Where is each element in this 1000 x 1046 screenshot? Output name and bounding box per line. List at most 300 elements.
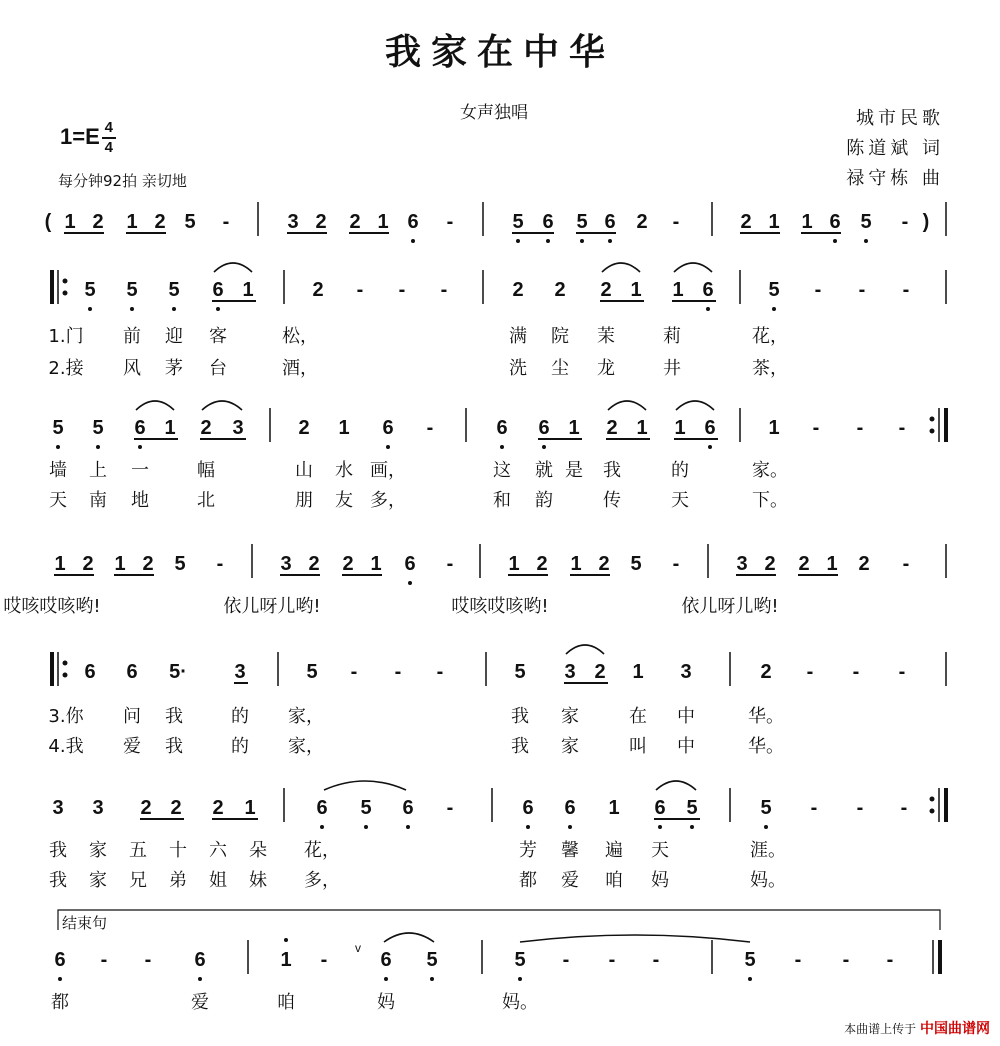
note: 2 [212,797,224,819]
note-dash: - [856,797,864,819]
lyric: 2.接 [48,358,84,379]
lyric: 妈 [651,870,669,891]
note-dash: - [794,949,802,971]
note: 6 [380,949,392,971]
note: 1 [64,211,76,233]
lyric: 是 [565,460,583,481]
lyric: 的 [231,706,249,727]
breath-mark: v [355,941,361,955]
note-dash: - [222,211,230,233]
lyric: 多， [304,870,340,891]
octave-dot-low [386,445,390,449]
lyric: 韵 [535,490,553,511]
note: 5 [174,553,186,575]
octave-dot-low [216,307,220,311]
lyric: 井 [663,358,681,379]
note: 6 [542,211,554,233]
lyric: 中 [677,736,695,757]
lyric: 和 [493,490,511,511]
lyric: 爱 [191,992,209,1013]
ending-label: 结束句 [62,914,108,932]
note: 5 [768,279,780,301]
note-dash: - [440,279,448,301]
note: 6 [134,417,146,439]
note-dash: - [652,949,660,971]
note: 5 [306,661,318,683]
note: 2 [536,553,548,575]
credit-lyricist: 陈道斌 词 [846,138,944,159]
note: 3 [736,553,748,575]
lyric: 就 [535,460,553,481]
note: 2 [764,553,776,575]
note: 5 [84,279,96,301]
slur [520,935,750,942]
note: 6 [194,949,206,971]
octave-dot-low [430,977,434,981]
lyric: 问 [123,706,141,727]
footer [844,1018,990,1038]
note: 1 [630,279,642,301]
note: 2 [598,553,610,575]
lyric: 花， [304,840,340,861]
note: 1 [608,797,620,819]
lyric: 家 [561,706,579,727]
note-dash: - [608,949,616,971]
lyric: 这 [493,460,511,481]
note: 6 [402,797,414,819]
note: 1 [768,211,780,233]
note: 6 [407,211,419,233]
repeat-dot [63,279,68,284]
note: 1 [768,417,780,439]
lyric: 尘 [551,358,569,379]
slur [566,645,604,654]
lyric: 风 [123,358,141,379]
note: 2 [798,553,810,575]
note-dash: - [814,279,822,301]
note: 2 [636,211,648,233]
note-dash: - [810,797,818,819]
lyric: 水 [335,460,353,481]
lyric: 花， [752,326,788,347]
octave-dot-low [58,977,62,981]
note: 2 [606,417,618,439]
octave-dot-low [88,307,92,311]
note: 1 [244,797,256,819]
note: ) [922,211,930,233]
lyric: 茅 [165,358,183,379]
lyric: 莉 [663,326,681,347]
octave-dot-low [608,239,612,243]
note: 2 [170,797,182,819]
slur [676,401,714,410]
octave-dot-low [518,977,522,981]
note: ( [44,211,52,233]
octave-dot-low [411,239,415,243]
note-dash: - [858,279,866,301]
lyric: 茶， [752,358,788,379]
note: 5 [760,797,772,819]
note: 1 [568,417,580,439]
lyric: 龙 [597,358,615,379]
note: 3 [680,661,692,683]
octave-dot-low [764,825,768,829]
note: 2 [308,553,320,575]
octave-dot-low [96,445,100,449]
lyric: 妈。 [502,992,538,1013]
note: 2 [315,211,327,233]
note: 6 [496,417,508,439]
lyric: 六 [209,840,227,861]
note: 5 [686,797,698,819]
note-dash: - [436,661,444,683]
note: 2 [760,661,772,683]
note: 6 [538,417,550,439]
slur [608,401,646,410]
note-dash: - [886,949,894,971]
lyric: 十 [169,840,187,861]
note: 1 [54,553,66,575]
note: 6 [212,279,224,301]
note: 6 [126,661,138,683]
octave-dot-low [408,581,412,585]
lyric: 墙 [49,460,67,481]
note: 1 [370,553,382,575]
note: 2 [142,553,154,575]
note: 1 [114,553,126,575]
lyric: 画， [370,460,406,481]
note-dash: - [902,279,910,301]
note: 3 [232,417,244,439]
repeat-dot [930,809,935,814]
lyric: 我 [511,736,529,757]
note: 5 [126,279,138,301]
lyric: 爱 [561,870,579,891]
note: 6 [564,797,576,819]
lyric: 涯。 [750,840,786,861]
subtitle: 女声独唱 [460,103,528,123]
note: 5 [512,211,524,233]
repeat-dot [930,417,935,422]
note: 6 [702,279,714,301]
lyric: 地 [131,490,149,511]
slur [602,263,640,272]
note-dash: - [356,279,364,301]
slur [324,781,406,790]
note: 5· [169,661,187,683]
note: 5 [184,211,196,233]
note-dash: - [672,553,680,575]
tempo-marking: 每分钟92拍 亲切地 [58,172,187,190]
note: 5 [92,417,104,439]
note-dash: - [852,661,860,683]
note: 3 [564,661,576,683]
ending-bracket [58,910,940,930]
repeat-dot [63,673,68,678]
slur [674,263,712,272]
note-dash: - [902,553,910,575]
note-dash: - [446,553,454,575]
note: 2 [858,553,870,575]
octave-dot-low [772,307,776,311]
note: 2 [512,279,524,301]
lyric: 天 [49,490,67,511]
lyric: 依儿呀儿哟! [223,596,321,617]
lyric: 1.门 [48,326,84,347]
octave-dot-low [546,239,550,243]
octave-dot-low [708,445,712,449]
note-dash: - [398,279,406,301]
time-top: 4 [104,119,113,136]
slur [384,933,434,942]
octave-dot-low [658,825,662,829]
lyric: 上 [89,460,107,481]
note: 1 [636,417,648,439]
note-dash: - [856,417,864,439]
note: 6 [382,417,394,439]
lyric: 爱 [123,736,141,757]
lyric: 多， [370,490,406,511]
repeat-dot [63,291,68,296]
note-dash: - [100,949,108,971]
lyric: 天 [671,490,689,511]
repeat-dot [930,429,935,434]
lyric: 家 [89,870,107,891]
note: 1 [672,279,684,301]
lyric: 我 [165,706,183,727]
lyric: 我 [49,840,67,861]
octave-dot-low [833,239,837,243]
note: 5 [576,211,588,233]
slur [136,401,174,410]
note: 2 [298,417,310,439]
octave-dot-low [864,239,868,243]
lyric: 的 [671,460,689,481]
note: 1 [826,553,838,575]
octave-dot-low [516,239,520,243]
slur [656,781,696,790]
note: 3 [92,797,104,819]
lyric: 满 [509,326,527,347]
lyric: 哎咳哎咳哟! [451,596,549,617]
lyric: 3.你 [48,706,84,727]
octave-dot-low [526,825,530,829]
lyric: 依儿呀儿哟! [681,596,779,617]
note: 1 [570,553,582,575]
note: 2 [740,211,752,233]
lyric: 台 [209,358,227,379]
note: 5 [744,949,756,971]
note: 5 [514,949,526,971]
note: 5 [514,661,526,683]
octave-dot-low [580,239,584,243]
lyric: 五 [129,840,147,861]
lyric: 叫 [629,736,647,757]
lyric: 迎 [165,326,183,347]
octave-dot-low [748,977,752,981]
lyric: 咱 [277,992,295,1013]
credit-composer: 禄守栋 曲 [846,168,944,189]
lyric: 朵 [249,840,267,861]
footer-brand: 中国曲谱网 [920,1021,990,1037]
time-bottom: 4 [104,139,113,156]
note-dash: - [446,797,454,819]
note-dash: - [144,949,152,971]
lyric: 遍 [605,840,623,861]
octave-dot-low [542,445,546,449]
note-dash: - [812,417,820,439]
note: 2 [342,553,354,575]
key-label: 1=E [60,123,100,149]
note: 6 [654,797,666,819]
note: 3 [52,797,64,819]
note-dash: - [898,661,906,683]
lyric: 我 [165,736,183,757]
lyric: 下。 [752,490,788,511]
note-dash: - [806,661,814,683]
lyric: 家。 [752,460,788,481]
lyric: 山 [295,460,313,481]
octave-dot-low [198,977,202,981]
octave-dot-low [690,825,694,829]
note: 2 [154,211,166,233]
repeat-dot [63,661,68,666]
lyric: 院 [551,326,569,347]
note-dash: - [350,661,358,683]
note: 3 [280,553,292,575]
note: 6 [404,553,416,575]
note: 3 [234,661,246,683]
lyric: 前 [123,326,141,347]
note: 3 [287,211,299,233]
lyric: 洗 [509,358,527,379]
octave-dot-low [568,825,572,829]
note: 6 [604,211,616,233]
lyric: 我 [49,870,67,891]
note: 2 [92,211,104,233]
lyric: 家 [561,736,579,757]
note: 2 [200,417,212,439]
note: 1 [164,417,176,439]
lyric: 妹 [249,870,267,891]
lyric: 哎咳哎咳哟! [3,596,101,617]
lyric: 华。 [748,706,784,727]
note-dash: - [446,211,454,233]
lyric: 都 [51,992,69,1013]
note-dash: - [394,661,402,683]
lyric: 松， [282,326,318,347]
note: 2 [312,279,324,301]
lyric: 妈。 [750,870,786,891]
note: 1 [242,279,254,301]
octave-dot-low [406,825,410,829]
slur [202,401,242,410]
slur [214,263,252,272]
note: 5 [630,553,642,575]
note: 5 [52,417,64,439]
note-dash: - [900,797,908,819]
lyric: 的 [231,736,249,757]
octave-dot-low [706,307,710,311]
note: 2 [349,211,361,233]
note: 1 [338,417,350,439]
note: 6 [84,661,96,683]
octave-dot-low [172,307,176,311]
lyric: 姐 [209,870,227,891]
note: 5 [168,279,180,301]
note-dash: - [562,949,570,971]
page-title: 我家在中华 [384,32,615,73]
note: 5 [860,211,872,233]
note: 2 [554,279,566,301]
lyric: 华。 [748,736,784,757]
note: 2 [140,797,152,819]
lyric: 家， [288,706,324,727]
lyric: 4.我 [48,736,84,757]
note: 2 [82,553,94,575]
lyric: 在 [629,706,647,727]
note: 6 [522,797,534,819]
lyric: 北 [197,490,215,511]
note: 1 [280,949,292,971]
note-dash: - [898,417,906,439]
note: 6 [54,949,66,971]
octave-dot-low [56,445,60,449]
lyric: 茉 [597,326,615,347]
note: 1 [674,417,686,439]
note-dash: - [320,949,328,971]
footer-text: 本曲谱上传于 [844,1022,917,1036]
lyric: 都 [519,870,537,891]
lyric: 友 [335,490,353,511]
lyric: 我 [603,460,621,481]
lyric: 我 [511,706,529,727]
note: 1 [632,661,644,683]
lyric: 家， [288,736,324,757]
lyric: 一 [131,460,149,481]
lyric: 弟 [169,870,187,891]
note: 1 [801,211,813,233]
note: 1 [126,211,138,233]
note-dash: - [672,211,680,233]
octave-dot-low [500,445,504,449]
credit-source: 城市民歌 [856,108,944,129]
lyric: 天 [651,840,669,861]
lyric: 客 [209,326,227,347]
note: 6 [829,211,841,233]
octave-dot-low [130,307,134,311]
note-dash: - [901,211,909,233]
note: 2 [594,661,606,683]
note-dash: - [426,417,434,439]
note: 5 [426,949,438,971]
lyric: 南 [89,490,107,511]
note: 6 [704,417,716,439]
lyric: 兄 [129,870,147,891]
note: 5 [360,797,372,819]
lyric: 酒， [282,358,318,379]
lyric: 馨 [561,840,579,861]
octave-dot-low [364,825,368,829]
lyric: 家 [89,840,107,861]
lyric: 传 [603,490,621,511]
note: 1 [508,553,520,575]
note-dash: - [216,553,224,575]
lyric: 妈 [377,992,395,1013]
note: 1 [377,211,389,233]
note-dash: - [842,949,850,971]
octave-dot-low [384,977,388,981]
